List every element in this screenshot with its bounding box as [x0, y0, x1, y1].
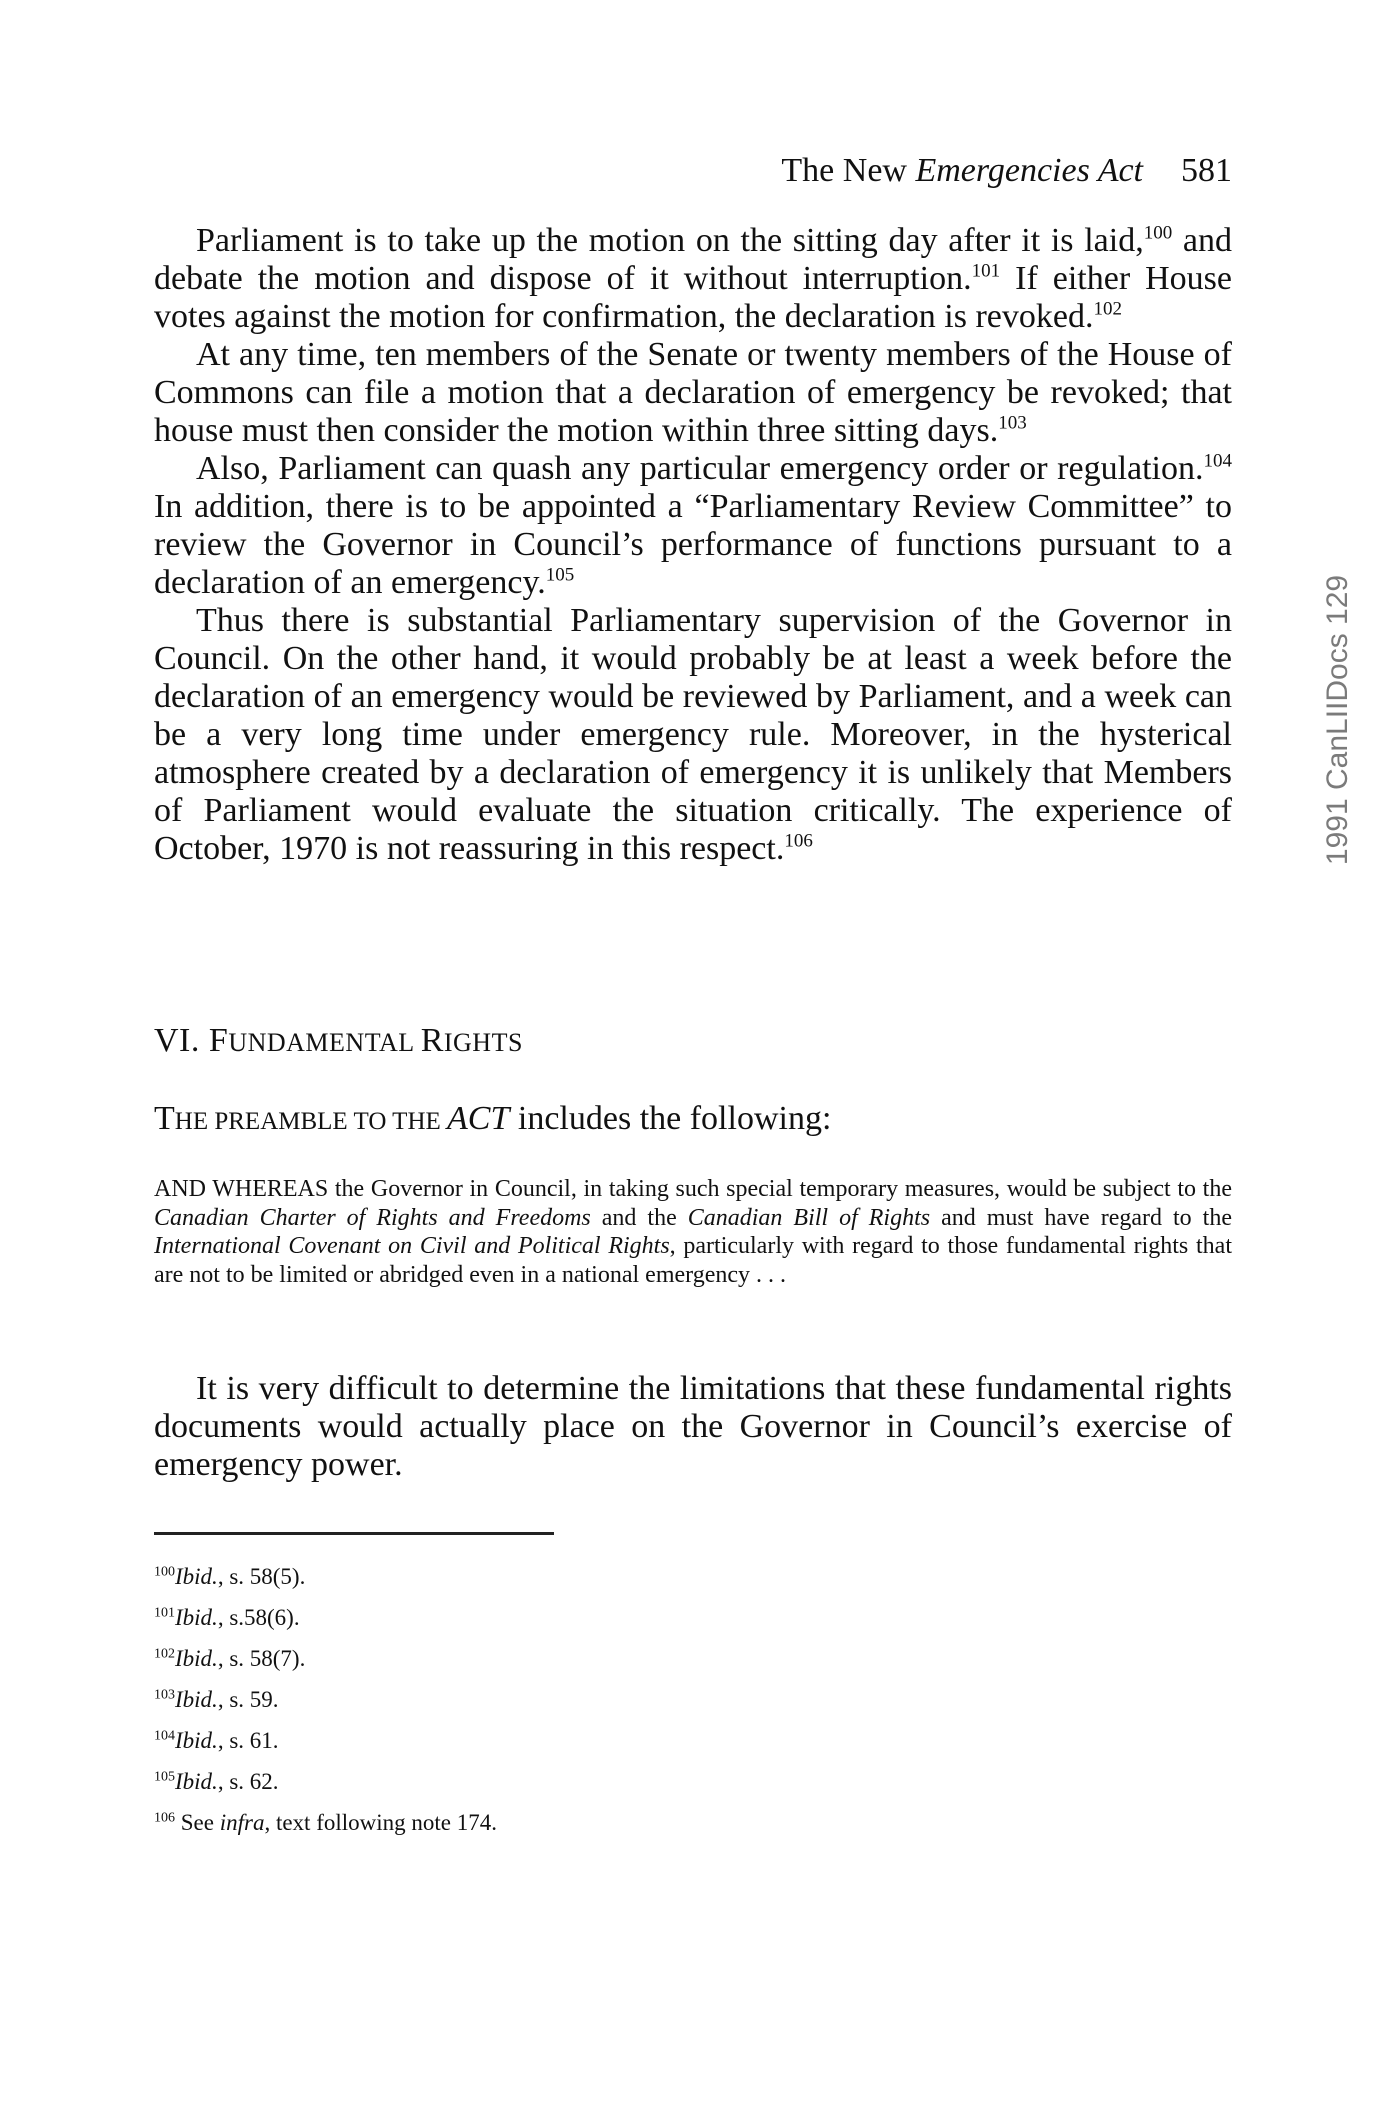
footnote: $^{105}$Ibid., s. 62.: [154, 1769, 279, 1794]
footnotes: [154, 1556, 497, 1843]
paragraph: Parliament is to take up the motion on the sitting day after it is laid,$^{100}$ and debate the motion and dispose of it without interruption.$^{101}$ If either House votes against the motion for confirmation, the declaration is revoked.$^{102}$: [154, 222, 1232, 335]
body-text: [154, 222, 1232, 868]
canlii-stamp: 1991 CanLIIDocs 129: [1321, 574, 1354, 866]
paragraph: Thus there is substantial Parliamentary supervision of the Governor in Council. On the other hand, it would probably be at least a week before the declaration of an emergency would be reviewed by Parliament, and a week can be a very long time under emergency rule. Moreover, in the hysterical atmosphere created by a declaration of emergency it is unlikely that Members of Parliament would evaluate the situation critically. The experience of October, 1970 is not reassuring in this respect.$^{106}$: [154, 602, 1232, 867]
intro-line: THE PREAMBLE TO THE ACT includes the following:: [154, 1100, 832, 1137]
footnote: $^{102}$Ibid., s. 58(7).: [154, 1646, 306, 1671]
footnote: $^{106}$ See infra, text following note 174.: [154, 1810, 497, 1835]
section-heading: VI. FUNDAMENTAL RIGHTS: [154, 1022, 523, 1059]
paragraph: Also, Parliament can quash any particular emergency order or regulation.$^{104}$ In addition, there is to be appointed a “Parliamentary Review Committee” to review the Governor in Council’s performance of functions pursuant to a declaration of an emergency.$^{105}$: [154, 450, 1232, 601]
footnote-ref[interactable]: 101: [971, 260, 1001, 282]
footnote-ref[interactable]: 100: [1143, 222, 1173, 244]
footnote-ref[interactable]: 105: [545, 564, 575, 586]
closing-paragraph: It is very difficult to determine the limitations that these fundamental rights documents would actually place on the Governor in Council’s exercise of emergency power.: [154, 1370, 1232, 1483]
block-quote: AND WHEREAS the Governor in Council, in taking such special temporary measures, would be subject to the Canadian Charter of Rights and Freedoms and the Canadian Bill of Rights and must have regard to the International Covenant on Civil and Political Rights, particularly with regard to those fundamental rights that are not to be limited or abridged even in a national emergency . . .: [154, 1176, 1232, 1288]
page-number: 581: [1181, 152, 1232, 189]
running-head: [781, 152, 1232, 190]
footnote-ref[interactable]: 102: [1093, 298, 1122, 320]
footnote-ref[interactable]: 103: [998, 412, 1027, 434]
footnote-ref[interactable]: 104: [1203, 450, 1232, 472]
footnote: $^{100}$Ibid., s. 58(5).: [154, 1564, 306, 1589]
paragraph: At any time, ten members of the Senate or twenty members of the House of Commons can file a motion that a declaration of emergency be revoked; that house must then consider the motion within three sitting days.$^{103}$: [154, 336, 1232, 449]
footnote-ref[interactable]: 106: [784, 830, 813, 852]
running-head-title: The New Emergencies Act: [781, 152, 1143, 189]
footnote: $^{103}$Ibid., s. 59.: [154, 1687, 279, 1712]
footnote: $^{101}$Ibid., s.58(6).: [154, 1605, 300, 1630]
footnote-divider: [154, 1532, 554, 1535]
footnote: $^{104}$Ibid., s. 61.: [154, 1728, 279, 1753]
